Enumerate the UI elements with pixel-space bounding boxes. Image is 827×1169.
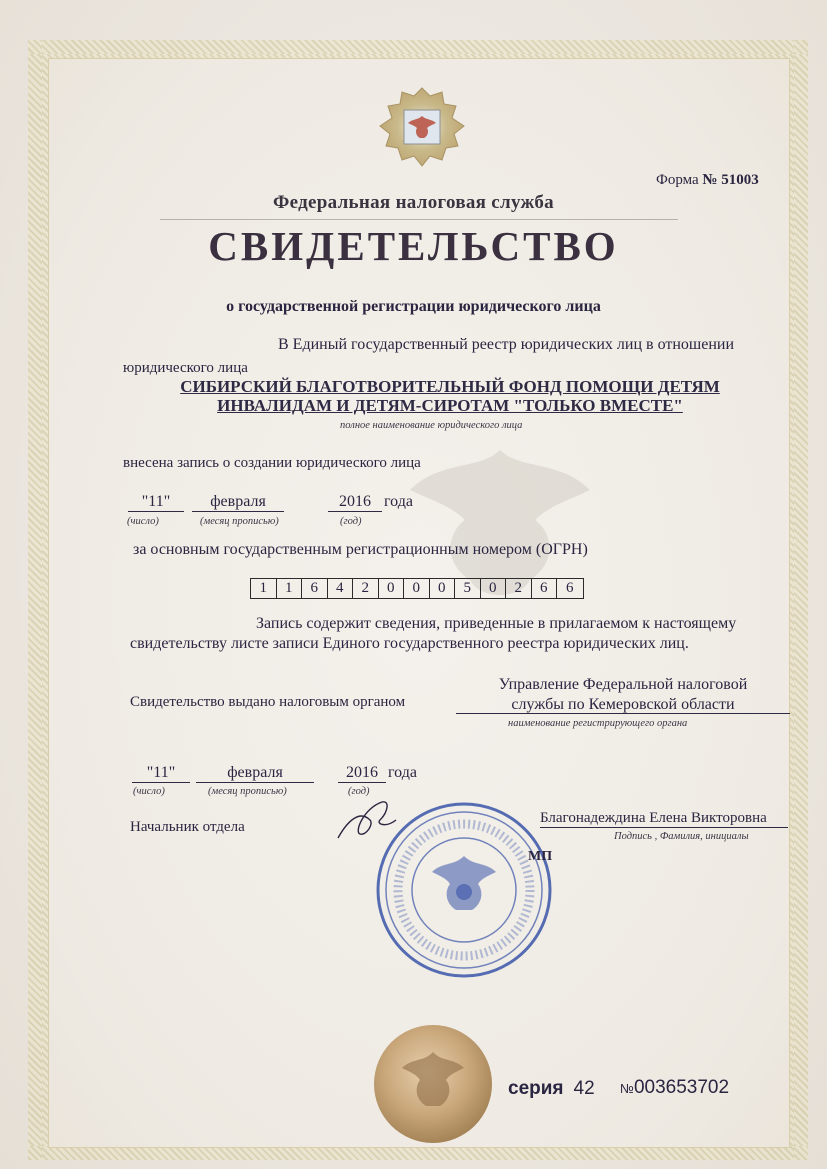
issuing-authority [456, 675, 790, 715]
ogrn-digit: 0 [481, 579, 507, 598]
month-caption: (месяц прописью) [200, 516, 279, 527]
ogrn-digit: 4 [328, 579, 354, 598]
divider [160, 219, 678, 220]
ogrn-label: за основным государственным регистрационным номером (ОГРН) [133, 541, 588, 558]
record-text: внесена запись о создании юридического лица [123, 455, 421, 471]
signer-name: Благонадеждина Елена Викторовна [540, 810, 767, 826]
day-caption: (число) [127, 516, 159, 527]
issued-by-label: Свидетельство выдано налоговым органом [130, 694, 406, 710]
year-caption: (год) [340, 516, 362, 527]
intro-text-continued: юридического лица [123, 360, 248, 376]
ogrn-digit: 5 [455, 579, 481, 598]
document-subtitle: о государственной регистрации юридического лица [226, 298, 601, 315]
organization-name-line2: ИНВАЛИДАМ И ДЕТЯМ-СИРОТАМ "ТОЛЬКО ВМЕСТЕ" [217, 396, 683, 415]
ogrn-digit: 1 [251, 579, 277, 598]
stamp-place-label: МП [528, 849, 553, 864]
issue-month-caption: (месяц прописью) [208, 786, 287, 797]
issuing-authority-line2: службы по Кемеровской области [511, 696, 735, 713]
signature-icon [330, 790, 410, 850]
form-label: Форма [656, 172, 699, 188]
ogrn-digit: 2 [506, 579, 532, 598]
registration-year: 2016 [328, 493, 382, 512]
hologram-emblem-icon [378, 86, 466, 168]
authority-underline [456, 713, 790, 714]
ogrn-digit: 0 [379, 579, 405, 598]
gold-seal-icon [372, 1022, 494, 1146]
issuing-authority-line1: Управление Федеральной налоговой [498, 676, 748, 693]
ogrn-number [250, 578, 584, 599]
ogrn-digit: 2 [353, 579, 379, 598]
series [508, 1078, 595, 1100]
serial-prefix: № [620, 1081, 634, 1096]
issue-year: 2016 [338, 764, 386, 783]
authority-caption: наименование регистрирующего органа [508, 718, 688, 729]
serial-number-value: 003653702 [633, 1077, 730, 1098]
form-number [656, 172, 759, 189]
registration-day: "11" [128, 493, 184, 512]
ogrn-digit: 6 [566, 580, 574, 596]
ogrn-digit: 6 [302, 579, 328, 598]
record-contents-text: Запись содержит сведения, приведенные в прилагаемом к настоящему свидетельству листе записи Единого государственного реестра юридических лиц. [130, 615, 737, 652]
form-number-value: № 51003 [702, 172, 759, 188]
signer-underline [540, 827, 788, 828]
year-suffix: года [384, 493, 413, 510]
issue-day-caption: (число) [133, 786, 165, 797]
series-number: 42 [573, 1078, 595, 1099]
serial-number [620, 1077, 729, 1099]
ogrn-digit: 0 [430, 579, 456, 598]
signer-caption: Подпись , Фамилия, инициалы [614, 831, 749, 842]
issue-day: "11" [132, 764, 190, 783]
intro-text: В Единый государственный реестр юридических лиц в отношении [278, 336, 735, 353]
issue-month: февраля [196, 764, 314, 783]
organization-name-line1: СИБИРСКИЙ БЛАГОТВОРИТЕЛЬНЫЙ ФОНД ПОМОЩИ ДЕТЯМ [180, 377, 720, 396]
ogrn-digit: 0 [404, 579, 430, 598]
ogrn-digit: 6 [532, 579, 558, 598]
issue-year-suffix: года [388, 764, 417, 781]
issue-year-caption: (год) [348, 786, 370, 797]
organization-name [130, 377, 770, 415]
document-title: СВИДЕТЕЛЬСТВО [208, 223, 619, 269]
ogrn-digit: 1 [277, 579, 303, 598]
organization-name-caption: полное наименование юридического лица [340, 420, 523, 431]
registration-month: февраля [192, 493, 284, 512]
chief-label: Начальник отдела [130, 819, 245, 835]
series-label: серия [508, 1078, 564, 1099]
issuing-service: Федеральная налоговая служба [273, 192, 554, 213]
